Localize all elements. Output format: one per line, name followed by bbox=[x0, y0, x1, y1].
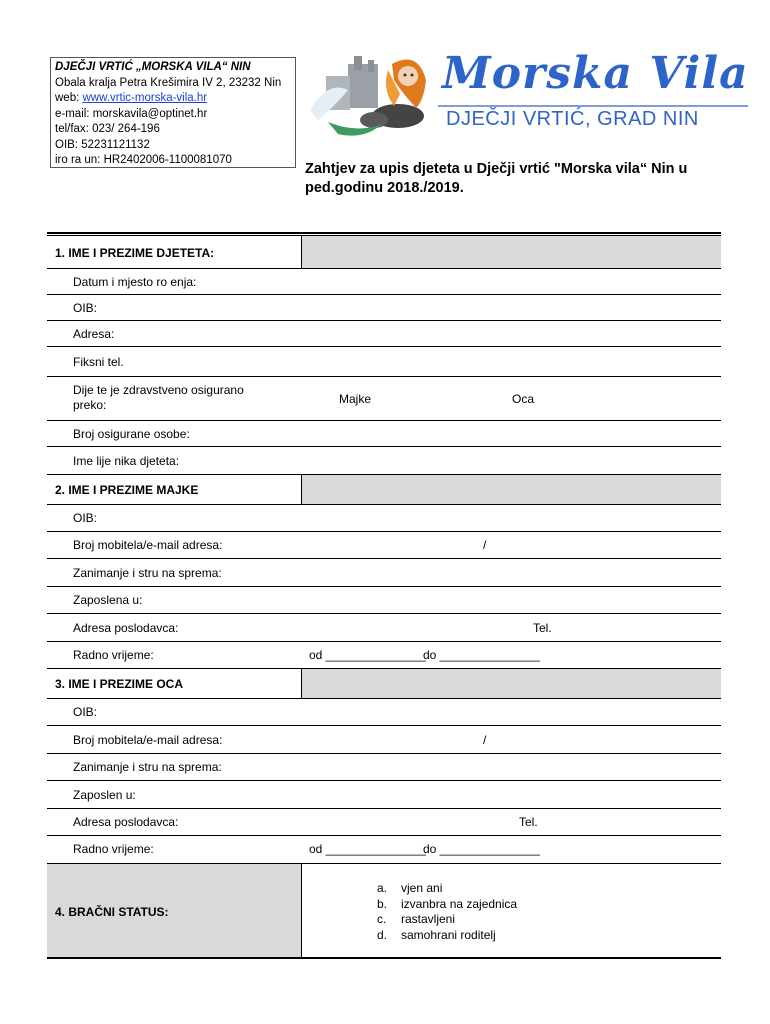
child-birth-row[interactable] bbox=[47, 269, 721, 295]
status-option-a[interactable]: a. vjen ani bbox=[377, 881, 443, 895]
father-oib-label: OIB: bbox=[73, 705, 98, 719]
kindergarten-web: web: www.vrtic-morska-vila.hr bbox=[55, 92, 208, 104]
status-option-b[interactable]: b. izvanbra na zajednica bbox=[377, 896, 518, 911]
father-hours-row[interactable] bbox=[47, 836, 721, 863]
mother-hours-to[interactable]: do _______________ bbox=[423, 648, 540, 662]
mother-employed-row[interactable] bbox=[47, 587, 721, 614]
mother-employed-label: Zaposlena u: bbox=[73, 593, 143, 607]
child-oib-label: OIB: bbox=[73, 301, 98, 315]
mother-oib-row[interactable] bbox=[47, 505, 721, 532]
kindergarten-email: e-mail: morskavila@optinet.hr bbox=[55, 107, 208, 120]
father-employed-row[interactable] bbox=[47, 781, 721, 809]
father-occupation-row[interactable] bbox=[47, 754, 721, 781]
section-father-title: 3. IME I PREZIME OCA bbox=[55, 677, 184, 691]
mother-mobile-label: Broj mobitela/e-mail adresa: bbox=[73, 538, 223, 552]
father-mobile-separator: / bbox=[483, 733, 487, 747]
section-mother-title: 2. IME I PREZIME MAJKE bbox=[55, 483, 199, 497]
mother-occupation-row[interactable] bbox=[47, 559, 721, 587]
mother-occupation-label: Zanimanje i stru na sprema: bbox=[73, 566, 222, 580]
child-address-label: Adresa: bbox=[73, 327, 115, 341]
child-address-row[interactable] bbox=[47, 321, 721, 347]
morska-vila-logo bbox=[308, 50, 753, 140]
child-insured-no-row[interactable] bbox=[47, 421, 721, 447]
status-option-d[interactable]: d. samohrani roditelj bbox=[377, 927, 496, 942]
section-child-title: 1. IME I PREZIME DJETETA: bbox=[55, 246, 215, 260]
logo-underline bbox=[438, 105, 748, 107]
section-father-header bbox=[47, 669, 721, 699]
father-occupation-label: Zanimanje i stru na sprema: bbox=[73, 760, 222, 774]
father-hours-from[interactable]: od _______________ bbox=[309, 842, 426, 856]
logo-subtitle: DJEČJI VRTIĆ, GRAD NIN bbox=[446, 108, 699, 130]
insured-father-option[interactable]: Oca bbox=[512, 392, 535, 406]
father-tel-label: Tel. bbox=[519, 815, 538, 829]
father-employer-row[interactable] bbox=[47, 809, 721, 836]
child-insured-row bbox=[47, 377, 721, 421]
father-mobile-row[interactable] bbox=[47, 726, 721, 754]
kindergarten-info-box bbox=[50, 57, 296, 168]
father-oib-row[interactable] bbox=[47, 699, 721, 726]
child-insured-no-label: Broj osigurane osobe: bbox=[73, 427, 190, 441]
child-oib-row[interactable] bbox=[47, 295, 721, 321]
father-employer-label: Adresa poslodavca: bbox=[73, 815, 179, 829]
mother-oib-label: OIB: bbox=[73, 511, 98, 525]
enrollment-form bbox=[47, 232, 721, 959]
document-title: Zahtjev za upis djeteta u Dječji vrtić "Morska vila“ Nin u ped.godinu 2018./2019. bbox=[305, 161, 688, 196]
kindergarten-name: DJEČJI VRTIĆ „MORSKA VILA“ NIN bbox=[55, 61, 251, 73]
mother-employer-label: Adresa poslodavca: bbox=[73, 621, 179, 635]
section-mother-header bbox=[47, 475, 721, 505]
marital-status-section bbox=[47, 863, 721, 959]
mother-mobile-row[interactable] bbox=[47, 532, 721, 559]
child-birth-label: Datum i mjesto ro enja: bbox=[73, 275, 197, 289]
child-doctor-label: Ime lije nika djeteta: bbox=[73, 454, 180, 468]
kindergarten-telfax: tel/fax: 023/ 264-196 bbox=[55, 123, 160, 135]
mother-hours-row[interactable] bbox=[47, 642, 721, 669]
kindergarten-oib: OIB: 52231121132 bbox=[55, 138, 150, 151]
insured-mother-option[interactable]: Majke bbox=[339, 392, 372, 406]
mother-hours-label: Radno vrijeme: bbox=[73, 648, 154, 662]
logo-title: Morska Vila bbox=[442, 48, 749, 99]
mother-mobile-separator: / bbox=[483, 538, 487, 552]
mother-tel-label: Tel. bbox=[533, 621, 552, 635]
child-doctor-row[interactable] bbox=[47, 447, 721, 475]
kindergarten-address: Obala kralja Petra Krešimira IV 2, 23232 Nin bbox=[55, 76, 282, 89]
mother-employer-row[interactable] bbox=[47, 614, 721, 642]
website-link[interactable]: www.vrtic-morska-vila.hr bbox=[82, 92, 208, 104]
father-hours-to[interactable]: do _______________ bbox=[423, 842, 540, 856]
mother-hours-from[interactable]: od _______________ bbox=[309, 648, 426, 662]
child-phone-label: Fiksni tel. bbox=[73, 355, 124, 369]
child-insured-label: Dije te je zdravstveno osigurano preko: bbox=[73, 383, 244, 412]
father-hours-label: Radno vrijeme: bbox=[73, 842, 154, 856]
section-status-title: 4. BRAČNI STATUS: bbox=[55, 905, 169, 919]
section-child-header bbox=[47, 236, 721, 269]
child-phone-row[interactable] bbox=[47, 347, 721, 377]
father-employed-label: Zaposlen u: bbox=[73, 788, 136, 802]
father-mobile-label: Broj mobitela/e-mail adresa: bbox=[73, 733, 223, 747]
marital-status-options bbox=[377, 881, 517, 943]
kindergarten-iban: iro ra un: HR2402006-1100081070 bbox=[55, 154, 232, 166]
status-option-c[interactable]: c. rastavljeni bbox=[377, 912, 456, 926]
